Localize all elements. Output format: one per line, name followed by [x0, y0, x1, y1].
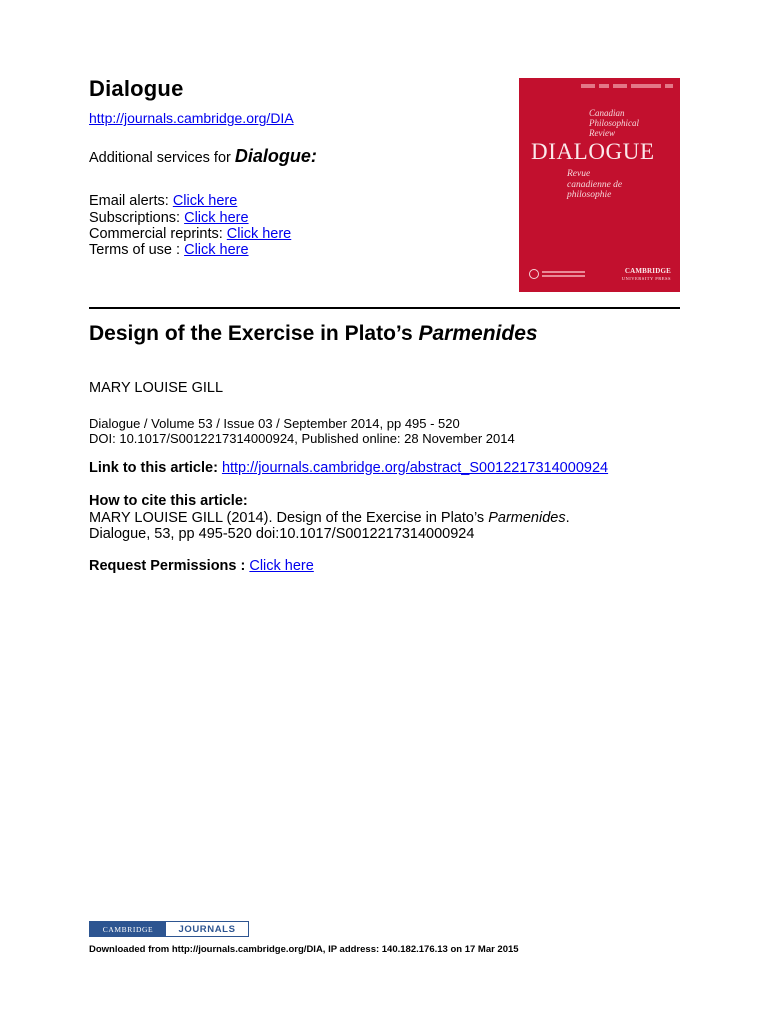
badge-cambridge: CAMBRIDGE	[90, 922, 166, 936]
cover-french-subtitle: Revue canadienne de philosophie	[567, 169, 623, 200]
cover-publisher: CAMBRIDGE UNIVERSITY PRESS	[621, 267, 671, 281]
link-to-article-label: Link to this article:	[89, 460, 222, 476]
commercial-reprints-link[interactable]: Click here	[226, 226, 292, 242]
additional-services-line	[89, 146, 317, 167]
article-citation: Dialogue / Volume 53 / Issue 03 / September 2014, pp 495 - 520	[89, 416, 460, 431]
badge-journals: JOURNALS	[166, 922, 248, 936]
article-title: Design of the Exercise in Plato’s Parmenides	[89, 322, 538, 345]
section-divider	[89, 307, 680, 309]
request-permissions-line	[89, 558, 314, 574]
email-alerts-link[interactable]: Click here	[172, 193, 238, 209]
article-doi: DOI: 10.1017/S0012217314000924, Published online: 28 November 2014	[89, 431, 515, 446]
cpa-logo-icon	[529, 269, 585, 279]
cover-title: DIALOGUE	[531, 139, 655, 164]
article-author: MARY LOUISE GILL	[89, 380, 224, 396]
commercial-reprints-label: Commercial reprints:	[89, 226, 227, 242]
request-permissions-link[interactable]: Click here	[249, 558, 314, 574]
subscriptions-link[interactable]: Click here	[184, 210, 249, 226]
subscriptions-label: Subscriptions:	[89, 210, 185, 226]
email-alerts-label: Email alerts:	[89, 193, 173, 209]
journal-title: Dialogue	[89, 76, 184, 101]
email-alerts-row	[89, 193, 237, 209]
subscriptions-row	[89, 210, 249, 226]
services-intro: Additional services for	[89, 150, 235, 166]
services-journal-name: Dialogue:	[234, 146, 317, 166]
journal-cover-image	[519, 78, 680, 292]
cite-heading: How to cite this article:	[89, 493, 248, 509]
request-permissions-label: Request Permissions :	[89, 558, 250, 574]
link-to-article-line	[89, 460, 608, 476]
cover-issue-strip	[581, 84, 673, 88]
journal-url-link[interactable]: http://journals.cambridge.org/DIA	[89, 110, 294, 126]
terms-of-use-label: Terms of use :	[89, 242, 185, 258]
terms-of-use-row	[89, 242, 249, 258]
terms-of-use-link[interactable]: Click here	[184, 242, 249, 258]
cite-line-1: MARY LOUISE GILL (2014). Design of the Exercise in Plato’s Parmenides.	[89, 510, 570, 526]
cambridge-journals-logo	[89, 921, 249, 937]
download-info: Downloaded from http://journals.cambridge.org/DIA, IP address: 140.182.176.13 on 17 Mar 2015	[89, 944, 519, 955]
article-abstract-link[interactable]: http://journals.cambridge.org/abstract_S0012217314000924	[221, 460, 609, 476]
commercial-reprints-row	[89, 226, 291, 242]
cite-line-2: Dialogue, 53, pp 495-520 doi:10.1017/S0012217314000924	[89, 526, 475, 542]
cover-subtitle: Canadian Philosophical Review	[589, 108, 639, 138]
